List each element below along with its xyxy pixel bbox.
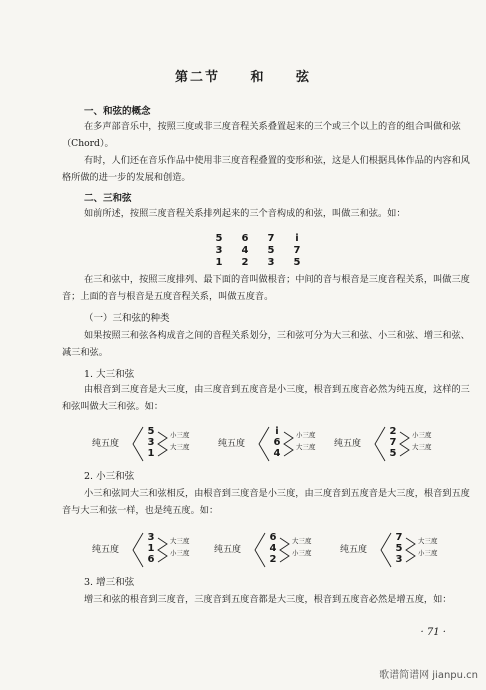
heading-chord-concept: 一、和弦的概念: [84, 106, 151, 117]
upper-interval: 大三度: [292, 537, 312, 545]
heading-triad: 二、三和弦: [84, 193, 132, 204]
note: 5: [293, 257, 301, 268]
note: 3: [215, 245, 223, 256]
interval-label: 纯五度: [218, 439, 246, 449]
heading-augmented-triad: 3. 增三和弦: [84, 577, 135, 588]
upper-interval: 大三度: [418, 537, 438, 545]
bracket-icon: [258, 426, 270, 462]
upper-interval: 小三度: [412, 431, 432, 439]
interval-arrows-icon: [157, 532, 169, 568]
paragraph: 如前所述，按照三度音程关系排列起来的三个音构成的和弦，叫做三和弦。如：: [84, 208, 406, 219]
note: 5: [147, 426, 155, 437]
interval-label: 纯五度: [92, 439, 120, 449]
note: 5: [267, 245, 275, 256]
bracket-icon: [132, 532, 144, 568]
chord-example: [218, 424, 328, 464]
triad-column: [212, 233, 226, 269]
bracket-icon: [132, 426, 144, 462]
note: 3: [147, 532, 155, 543]
section-title: [0, 66, 486, 85]
title-part: 弦: [296, 70, 312, 85]
chord-example: [214, 530, 324, 570]
note: i: [295, 233, 299, 244]
note: 5: [215, 233, 223, 244]
paragraph: 由根音到三度音是大三度，由三度音到五度音是小三度，根音到五度音必然为纯五度，这样的三和弦叫做大三和弦。如：: [62, 384, 470, 412]
chord-example: [334, 424, 454, 464]
note: 5: [389, 448, 397, 459]
bracket-icon: [380, 532, 392, 568]
lower-interval: 大三度: [296, 443, 316, 451]
note: 1: [215, 257, 223, 268]
paragraph: 有时，人们还在音乐作品中使用非三度音程叠置的变形和弦，这是人们根据具体作品的内容和风格所做的进一步的发展和创造。: [62, 155, 470, 183]
note: 7: [389, 437, 397, 448]
interval-label: 纯五度: [92, 545, 120, 555]
paragraph: 增三和弦的根音到三度音，三度音到五度音都是大三度，根音到五度音必然是增五度，如：: [84, 594, 452, 605]
note: 1: [147, 543, 155, 554]
note: 2: [389, 426, 397, 437]
lower-interval: 大三度: [170, 443, 190, 451]
lower-interval: 大三度: [412, 443, 432, 451]
interval-arrows-icon: [283, 426, 295, 462]
interval-arrows-icon: [279, 532, 291, 568]
note: 4: [269, 543, 277, 554]
triad-column: [290, 233, 304, 269]
paragraph: 在多声部音乐中，按照三度或非三度音程关系叠置起来的三个或三个以上的音的组合叫做和弦（Chord）。: [62, 121, 461, 149]
note: i: [275, 426, 279, 437]
note: 2: [269, 554, 277, 565]
chord-example: [92, 424, 202, 464]
note: 4: [241, 245, 249, 256]
triad-column: [238, 233, 252, 269]
upper-interval: 小三度: [170, 431, 190, 439]
note: 3: [395, 554, 403, 565]
note: 6: [241, 233, 249, 244]
lower-interval: 小三度: [418, 549, 438, 557]
note: 6: [273, 437, 281, 448]
interval-label: 纯五度: [334, 439, 362, 449]
triad-column: [264, 233, 278, 269]
note: 7: [293, 245, 301, 256]
chord-example: [340, 530, 460, 570]
note: 6: [147, 554, 155, 565]
interval-label: 纯五度: [214, 545, 242, 555]
note: 7: [267, 233, 275, 244]
note: 3: [147, 437, 155, 448]
lower-interval: 小三度: [170, 549, 190, 557]
title-part: 和: [250, 70, 266, 85]
upper-interval: 大三度: [170, 537, 190, 545]
note: 2: [241, 257, 249, 268]
interval-label: 纯五度: [340, 545, 368, 555]
page-number: · 71 ·: [420, 627, 446, 638]
note: 4: [273, 448, 281, 459]
heading-triad-types: （一）三和弦的种类: [84, 313, 170, 324]
upper-interval: 小三度: [296, 431, 316, 439]
note: 1: [147, 448, 155, 459]
paragraph: 如果按照三和弦各构成音之间的音程关系划分，三和弦可分为大三和弦、小三和弦、增三和弦、减三和弦。: [62, 330, 470, 358]
watermark: 歌谱简谱网 jianpu.cn: [379, 670, 478, 681]
bracket-icon: [254, 532, 266, 568]
note: 5: [395, 543, 403, 554]
note: 7: [395, 532, 403, 543]
paragraph: 在三和弦中，按照三度排列、最下面的音叫做根音；中间的音与根音是三度音程关系，叫做三度音；上面的音与根音是五度音程关系，叫做五度音。: [62, 274, 470, 302]
interval-arrows-icon: [405, 532, 417, 568]
heading-minor-triad: 2. 小三和弦: [84, 471, 135, 482]
bracket-icon: [374, 426, 386, 462]
interval-arrows-icon: [157, 426, 169, 462]
interval-arrows-icon: [399, 426, 411, 462]
heading-major-triad: 1. 大三和弦: [84, 369, 135, 380]
note: 3: [267, 257, 275, 268]
paragraph: 小三和弦同大三和弦相反，由根音到三度音是小三度，由三度音到五度音是大三度，根音到五度音与大三和弦一样，也是纯五度。如：: [62, 488, 470, 516]
lower-interval: 小三度: [292, 549, 312, 557]
note: 6: [269, 532, 277, 543]
chord-example: [92, 530, 202, 570]
title-part: 第二节: [174, 70, 220, 85]
